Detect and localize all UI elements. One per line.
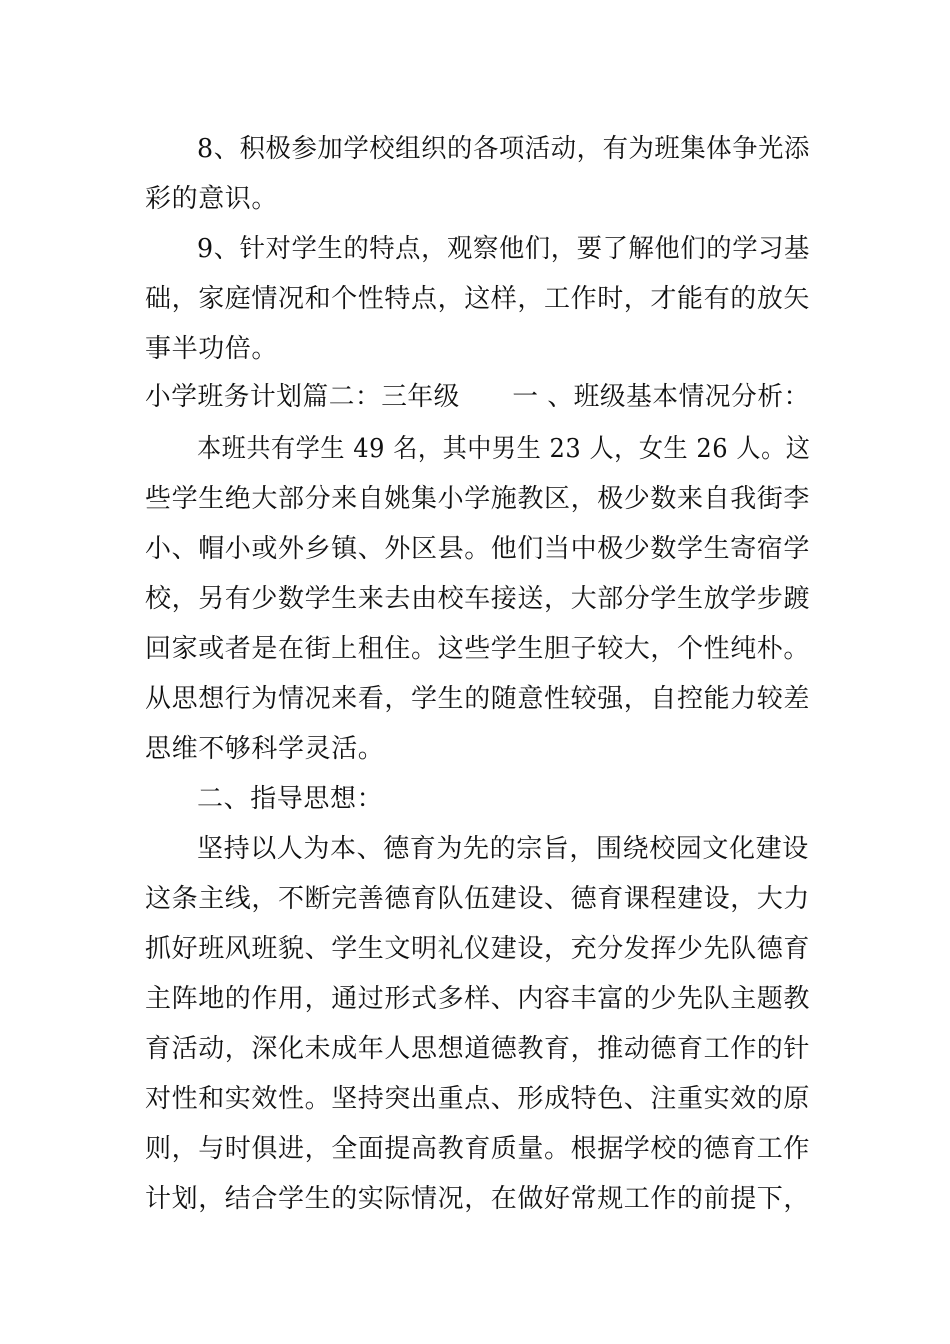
paragraph-line: 些学生绝大部分来自姚集小学施教区，极少数来自我街李 — [145, 484, 811, 514]
paragraph-line: 坚持以人为本、德育为先的宗旨，围绕校园文化建设 — [197, 834, 809, 864]
paragraph-line: 本班共有学生 49 名，其中男生 23 人，女生 26 人。这 — [197, 434, 811, 464]
paragraph-line: 8、积极参加学校组织的各项活动，有为班集体争光添 — [197, 134, 810, 164]
paragraph-line: 彩的意识。 — [145, 184, 279, 214]
paragraph-line: 回家或者是在街上租住。这些学生胆子较大，个性纯朴。 — [145, 634, 811, 664]
paragraph-line: 育活动，深化未成年人思想道德教育，推动德育工作的针 — [145, 1034, 811, 1064]
paragraph-line: 校，另有少数学生来去由校车接送，大部分学生放学步踱 — [145, 584, 811, 614]
paragraph-line: 抓好班风班貌、学生文明礼仪建设，充分发挥少先队德育 — [145, 934, 811, 964]
paragraph-line: 主阵地的作用，通过形式多样、内容丰富的少先队主题教 — [145, 984, 811, 1014]
paragraph-line: 计划，结合学生的实际情况，在做好常规工作的前提下， — [145, 1184, 811, 1214]
paragraph-line: 对性和实效性。坚持突出重点、形成特色、注重实效的原 — [145, 1084, 811, 1114]
paragraph-line: 础，家庭情况和个性特点，这样，工作时，才能有的放矢 — [145, 284, 811, 314]
paragraph-line: 则，与时俱进，全面提高教育质量。根据学校的德育工作 — [145, 1134, 811, 1164]
section-heading-line: 小学班务计划篇二：三年级 一 、班级基本情况分析： — [145, 382, 810, 412]
paragraph-line: 从思想行为情况来看，学生的随意性较强，自控能力较差 — [145, 684, 811, 714]
paragraph-line: 事半功倍。 — [145, 334, 279, 364]
paragraph-line: 小、帽小或外乡镇、外区县。他们当中极少数学生寄宿学 — [145, 534, 811, 564]
paragraph-line: 这条主线，不断完善德育队伍建设、德育课程建设，大力 — [145, 884, 811, 914]
paragraph-line: 9、针对学生的特点，观察他们，要了解他们的学习基 — [197, 234, 810, 264]
section-heading-line: 二、指导思想： — [197, 784, 384, 814]
paragraph-line: 思维不够科学灵活。 — [145, 734, 385, 764]
